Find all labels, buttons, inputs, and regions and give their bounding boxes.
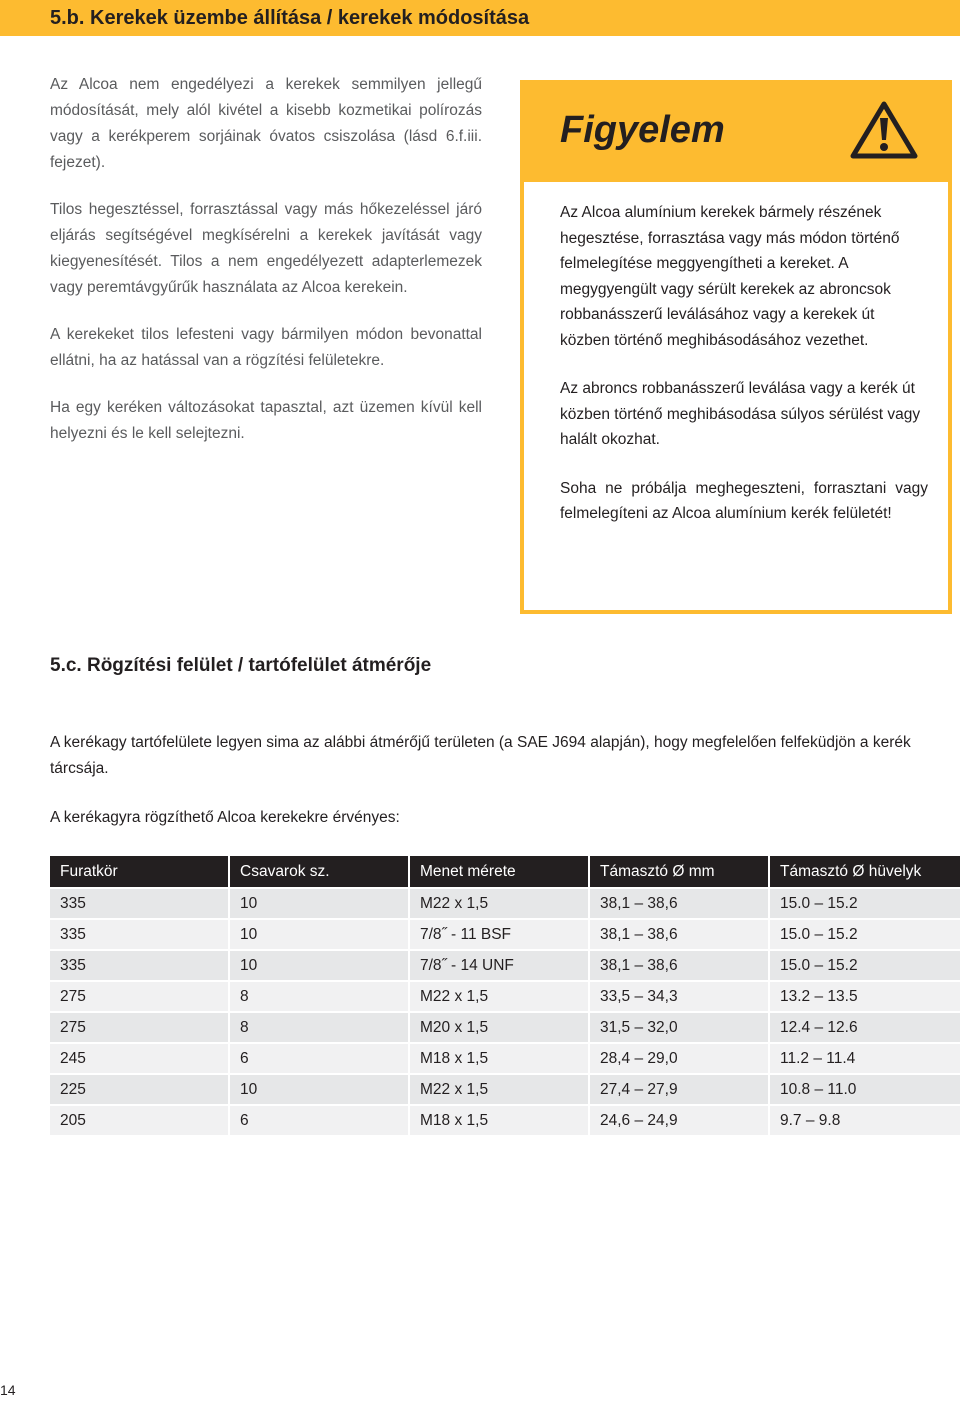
cell-bolt-circle: 335 bbox=[50, 949, 228, 980]
cell-bolt-count: 10 bbox=[230, 1073, 408, 1104]
cell-support-inch: 13.2 – 13.5 bbox=[770, 980, 960, 1011]
header-bar bbox=[0, 0, 960, 36]
cell-bolt-count: 6 bbox=[230, 1042, 408, 1073]
cell-support-mm: 31,5 – 32,0 bbox=[590, 1011, 768, 1042]
cell-bolt-count: 8 bbox=[230, 980, 408, 1011]
paragraph-modifications: Az Alcoa nem engedélyezi a kerekek semmilyen jellegű módosítását, mely alól kivétel a kisebb kozmetikai polírozás vagy a kerékperem sorjáinak óvatos csiszolása (lásd 6.f.iii. fejezet). bbox=[50, 76, 482, 171]
cell-bolt-count: 8 bbox=[230, 1011, 408, 1042]
cell-support-mm: 24,6 – 24,9 bbox=[590, 1104, 768, 1135]
cell-support-mm: 38,1 – 38,6 bbox=[590, 949, 768, 980]
table-row bbox=[50, 1073, 960, 1104]
page-number: 14 bbox=[0, 1382, 16, 1398]
cell-bolt-count: 10 bbox=[230, 887, 408, 918]
cell-support-mm: 28,4 – 29,0 bbox=[590, 1042, 768, 1073]
header-thread-size: Menet mérete bbox=[410, 856, 588, 887]
warning-paragraph: Az abroncs robbanásszerű leválása vagy a kerék út közben történő meghibásodása súlyos sérülést vagy halált okozhat. bbox=[560, 380, 921, 448]
cell-support-inch: 15.0 – 15.2 bbox=[770, 887, 960, 918]
cell-thread-size: 7/8˝ - 14 UNF bbox=[410, 949, 588, 980]
cell-support-mm: 38,1 – 38,6 bbox=[590, 887, 768, 918]
cell-support-inch: 15.0 – 15.2 bbox=[770, 949, 960, 980]
cell-bolt-count: 10 bbox=[230, 918, 408, 949]
cell-thread-size: M22 x 1,5 bbox=[410, 887, 588, 918]
section-b-title: 5.b. Kerekek üzembe állítása / kerekek módosítása bbox=[50, 7, 530, 29]
header-bolt-count: Csavarok sz. bbox=[230, 856, 408, 887]
cell-bolt-count: 6 bbox=[230, 1104, 408, 1135]
table-row bbox=[50, 980, 960, 1011]
hub-dimensions-table bbox=[48, 856, 960, 1135]
cell-thread-size: M18 x 1,5 bbox=[410, 1104, 588, 1135]
warning-triangle-icon bbox=[850, 100, 918, 160]
cell-support-inch: 11.2 – 11.4 bbox=[770, 1042, 960, 1073]
table-row bbox=[50, 949, 960, 980]
warning-body bbox=[560, 200, 928, 550]
section-c-title: 5.c. Rögzítési felület / tartófelület átmérője bbox=[50, 655, 432, 676]
warning-paragraph: Az Alcoa alumínium kerekek bármely részének hegesztése, forrasztása vagy más módon történő felmelegítése meggyengítheti a kereket. A megygyengült vagy sérült kerekek az abroncsok robbanásszerű leválásához vagy a kerekek út közben történő meghibásodásához vezethet. bbox=[560, 204, 900, 349]
table-header-row bbox=[50, 856, 960, 887]
cell-bolt-circle: 245 bbox=[50, 1042, 228, 1073]
table-caption: A kerékagyra rögzíthető Alcoa kerekekre érvényes: bbox=[50, 809, 400, 826]
cell-thread-size: M20 x 1,5 bbox=[410, 1011, 588, 1042]
cell-bolt-circle: 275 bbox=[50, 980, 228, 1011]
cell-thread-size: M22 x 1,5 bbox=[410, 980, 588, 1011]
cell-bolt-count: 10 bbox=[230, 949, 408, 980]
warning-header bbox=[524, 84, 948, 182]
cell-thread-size: M18 x 1,5 bbox=[410, 1042, 588, 1073]
warning-title: Figyelem bbox=[560, 109, 725, 151]
header-support-inch: Támasztó Ø hüvelyk bbox=[770, 856, 960, 887]
table-row bbox=[50, 1011, 960, 1042]
cell-bolt-circle: 275 bbox=[50, 1011, 228, 1042]
left-column bbox=[50, 72, 482, 468]
paragraph-painting-ban: A kerekeket tilos lefesteni vagy bármilyen módon bevonattal ellátni, ha az hatással van a rögzítési felületekre. bbox=[50, 326, 482, 369]
cell-support-inch: 15.0 – 15.2 bbox=[770, 918, 960, 949]
cell-support-mm: 33,5 – 34,3 bbox=[590, 980, 768, 1011]
cell-bolt-circle: 205 bbox=[50, 1104, 228, 1135]
table-row bbox=[50, 887, 960, 918]
cell-thread-size: M22 x 1,5 bbox=[410, 1073, 588, 1104]
paragraph-remove-from-service: Ha egy keréken változásokat tapasztal, azt üzemen kívül kell helyezni és le kell selejtezni. bbox=[50, 399, 482, 442]
cell-support-mm: 27,4 – 27,9 bbox=[590, 1073, 768, 1104]
section-c-intro: A kerékagy tartófelülete legyen sima az alábbi átmérőjű területen (a SAE J694 alapján), hogy megfelelően felfeküdjön a kerék tárcsája. bbox=[50, 734, 911, 777]
warning-box bbox=[520, 80, 952, 614]
cell-support-inch: 10.8 – 11.0 bbox=[770, 1073, 960, 1104]
cell-bolt-circle: 335 bbox=[50, 887, 228, 918]
cell-bolt-circle: 225 bbox=[50, 1073, 228, 1104]
cell-support-inch: 9.7 – 9.8 bbox=[770, 1104, 960, 1135]
table-row bbox=[50, 1104, 960, 1135]
cell-support-inch: 12.4 – 12.6 bbox=[770, 1011, 960, 1042]
cell-thread-size: 7/8˝ - 11 BSF bbox=[410, 918, 588, 949]
paragraph-welding-ban: Tilos hegesztéssel, forrasztással vagy más hőkezeléssel járó eljárás segítségével megkísérelni a kerekek javítását vagy kiegyenesítését. Tilos a nem engedélyezett adapterlemezek vagy peremtávgyűrűk használata az Alcoa kerekein. bbox=[50, 201, 482, 296]
header-support-mm: Támasztó Ø mm bbox=[590, 856, 768, 887]
warning-paragraph: Soha ne próbálja meghegeszteni, forrasztani vagy felmelegíteni az Alcoa alumínium kerék felületét! bbox=[560, 479, 928, 522]
cell-support-mm: 38,1 – 38,6 bbox=[590, 918, 768, 949]
table-row bbox=[50, 1042, 960, 1073]
header-bolt-circle: Furatkör bbox=[50, 856, 228, 887]
table-row bbox=[50, 918, 960, 949]
cell-bolt-circle: 335 bbox=[50, 918, 228, 949]
